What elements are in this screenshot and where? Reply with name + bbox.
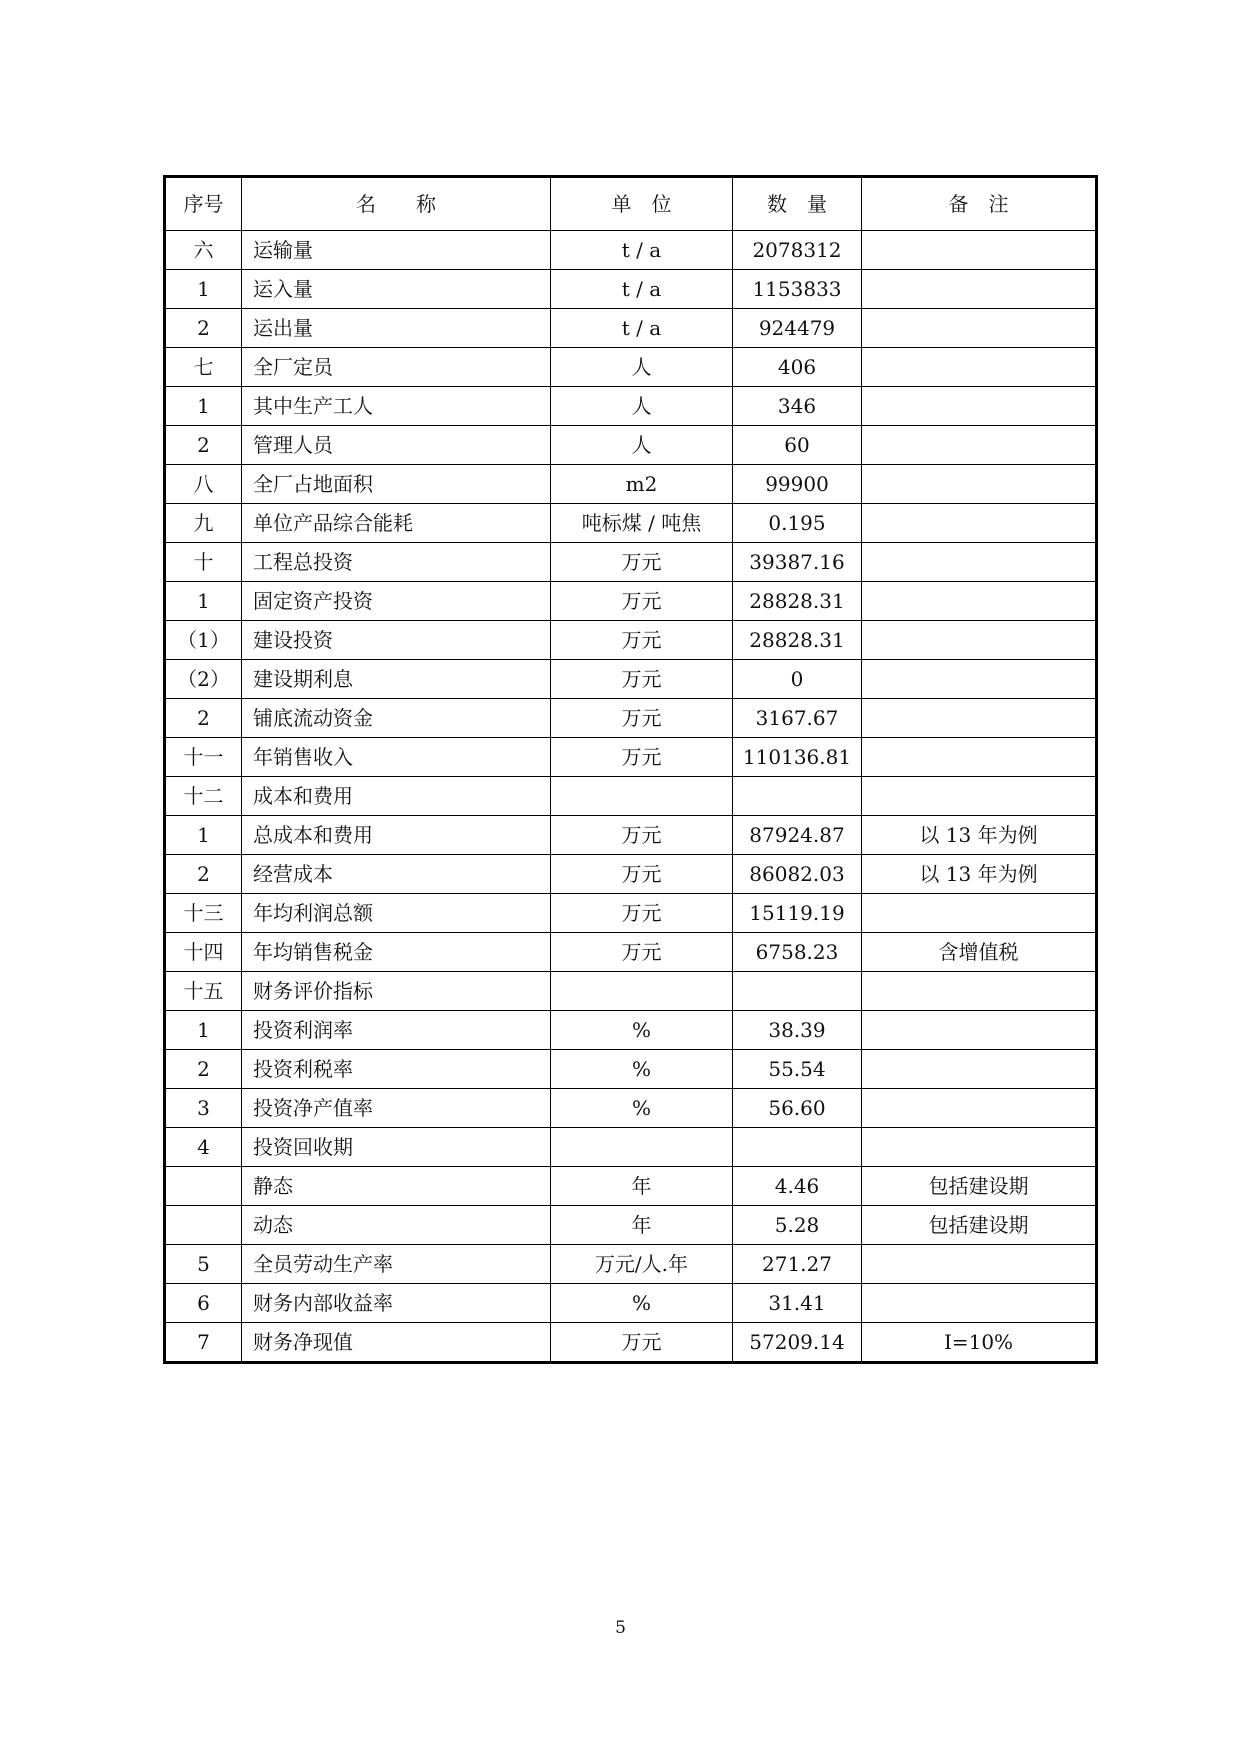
row-no: 2 (165, 309, 242, 348)
row-qty: 110136.81 (733, 738, 862, 777)
row-name: 全厂占地面积 (242, 465, 551, 504)
row-unit: 年 (551, 1167, 733, 1206)
table-row (165, 972, 1097, 1011)
row-name: 工程总投资 (242, 543, 551, 582)
row-name: 全员劳动生产率 (242, 1245, 551, 1284)
row-note (862, 543, 1097, 582)
table-row (165, 699, 1097, 738)
row-note: 以 13 年为例 (862, 816, 1097, 855)
row-no: 1 (165, 387, 242, 426)
row-note: 包括建设期 (862, 1167, 1097, 1206)
row-note (862, 582, 1097, 621)
row-no: 十四 (165, 933, 242, 972)
table-row (165, 894, 1097, 933)
table-row (165, 543, 1097, 582)
row-note (862, 504, 1097, 543)
row-unit: 万元 (551, 894, 733, 933)
row-note (862, 309, 1097, 348)
row-name: 建设期利息 (242, 660, 551, 699)
row-qty: 57209.14 (733, 1323, 862, 1363)
row-no: 2 (165, 855, 242, 894)
row-qty: 4.46 (733, 1167, 862, 1206)
row-note (862, 1089, 1097, 1128)
row-no: 3 (165, 1089, 242, 1128)
row-note (862, 660, 1097, 699)
row-unit: t / a (551, 231, 733, 270)
row-unit: 人 (551, 387, 733, 426)
row-no: 十 (165, 543, 242, 582)
row-qty: 87924.87 (733, 816, 862, 855)
row-qty: 5.28 (733, 1206, 862, 1245)
row-qty: 38.39 (733, 1011, 862, 1050)
row-unit: 万元 (551, 738, 733, 777)
row-qty: 28828.31 (733, 621, 862, 660)
row-unit (551, 972, 733, 1011)
table-row (165, 387, 1097, 426)
row-unit: 万元 (551, 621, 733, 660)
row-name: 财务内部收益率 (242, 1284, 551, 1323)
row-name: 经营成本 (242, 855, 551, 894)
row-name: 静态 (242, 1167, 551, 1206)
row-unit: t / a (551, 309, 733, 348)
row-qty: 31.41 (733, 1284, 862, 1323)
row-qty: 2078312 (733, 231, 862, 270)
row-name: 年均利润总额 (242, 894, 551, 933)
row-name: 投资净产值率 (242, 1089, 551, 1128)
table-row (165, 621, 1097, 660)
row-unit: 吨标煤 / 吨焦 (551, 504, 733, 543)
header-no: 序号 (165, 177, 242, 231)
row-note (862, 1050, 1097, 1089)
row-note: 含增值税 (862, 933, 1097, 972)
row-note (862, 777, 1097, 816)
table-row (165, 348, 1097, 387)
header-unit: 单 位 (551, 177, 733, 231)
row-no: 八 (165, 465, 242, 504)
row-note (862, 348, 1097, 387)
row-note (862, 1245, 1097, 1284)
table-row (165, 933, 1097, 972)
row-unit: 万元 (551, 1323, 733, 1363)
row-name: 年均销售税金 (242, 933, 551, 972)
row-unit: 万元 (551, 933, 733, 972)
row-no: 1 (165, 582, 242, 621)
row-qty: 39387.16 (733, 543, 862, 582)
row-no: 九 (165, 504, 242, 543)
row-note (862, 465, 1097, 504)
row-unit: 万元 (551, 699, 733, 738)
row-unit: 人 (551, 426, 733, 465)
row-name: 财务净现值 (242, 1323, 551, 1363)
table-header-row (165, 177, 1097, 231)
header-note: 备 注 (862, 177, 1097, 231)
row-qty: 6758.23 (733, 933, 862, 972)
row-name: 管理人员 (242, 426, 551, 465)
row-note (862, 270, 1097, 309)
row-unit: m2 (551, 465, 733, 504)
row-no: （2） (165, 660, 242, 699)
table-row (165, 270, 1097, 309)
row-no (165, 1167, 242, 1206)
row-name: 其中生产工人 (242, 387, 551, 426)
row-note: 以 13 年为例 (862, 855, 1097, 894)
row-unit: % (551, 1284, 733, 1323)
table-row (165, 426, 1097, 465)
row-note: I=10% (862, 1323, 1097, 1363)
row-note (862, 231, 1097, 270)
row-name: 单位产品综合能耗 (242, 504, 551, 543)
row-qty: 28828.31 (733, 582, 862, 621)
row-qty: 56.60 (733, 1089, 862, 1128)
row-qty: 0.195 (733, 504, 862, 543)
row-unit: 万元 (551, 816, 733, 855)
row-name: 固定资产投资 (242, 582, 551, 621)
table-row (165, 660, 1097, 699)
row-no: 6 (165, 1284, 242, 1323)
row-qty: 55.54 (733, 1050, 862, 1089)
row-name: 全厂定员 (242, 348, 551, 387)
row-name: 运入量 (242, 270, 551, 309)
table-row (165, 855, 1097, 894)
row-unit: % (551, 1050, 733, 1089)
table-body (165, 231, 1097, 1363)
row-note (862, 972, 1097, 1011)
row-qty (733, 1128, 862, 1167)
row-unit: % (551, 1011, 733, 1050)
row-note (862, 426, 1097, 465)
row-name: 年销售收入 (242, 738, 551, 777)
row-note (862, 1128, 1097, 1167)
row-no: 十一 (165, 738, 242, 777)
row-name: 财务评价指标 (242, 972, 551, 1011)
row-unit: 年 (551, 1206, 733, 1245)
table-row (165, 1323, 1097, 1363)
row-note (862, 387, 1097, 426)
row-unit (551, 1128, 733, 1167)
table-row (165, 231, 1097, 270)
row-no: 七 (165, 348, 242, 387)
row-note (862, 894, 1097, 933)
row-note (862, 699, 1097, 738)
row-qty: 99900 (733, 465, 862, 504)
row-name: 投资利税率 (242, 1050, 551, 1089)
row-no (165, 1206, 242, 1245)
row-no: 2 (165, 1050, 242, 1089)
row-name: 总成本和费用 (242, 816, 551, 855)
row-no: 十五 (165, 972, 242, 1011)
table-row (165, 465, 1097, 504)
table-row (165, 777, 1097, 816)
row-name: 成本和费用 (242, 777, 551, 816)
row-qty (733, 777, 862, 816)
row-name: 运出量 (242, 309, 551, 348)
table-row (165, 504, 1097, 543)
row-name: 运输量 (242, 231, 551, 270)
table-row (165, 738, 1097, 777)
row-name: 建设投资 (242, 621, 551, 660)
row-no: 2 (165, 699, 242, 738)
row-qty: 60 (733, 426, 862, 465)
header-qty: 数 量 (733, 177, 862, 231)
row-unit: 万元 (551, 660, 733, 699)
table-row (165, 1128, 1097, 1167)
row-unit: 万元 (551, 582, 733, 621)
row-qty (733, 972, 862, 1011)
table-row (165, 1206, 1097, 1245)
indicator-table (163, 175, 1098, 1364)
table-row (165, 309, 1097, 348)
table-row (165, 582, 1097, 621)
row-name: 投资利润率 (242, 1011, 551, 1050)
row-note (862, 1284, 1097, 1323)
row-note (862, 1011, 1097, 1050)
row-name: 铺底流动资金 (242, 699, 551, 738)
row-no: 1 (165, 816, 242, 855)
row-note: 包括建设期 (862, 1206, 1097, 1245)
row-no: 1 (165, 1011, 242, 1050)
row-no: 5 (165, 1245, 242, 1284)
row-no: 2 (165, 426, 242, 465)
row-unit: % (551, 1089, 733, 1128)
row-qty: 924479 (733, 309, 862, 348)
row-unit: t / a (551, 270, 733, 309)
row-note (862, 738, 1097, 777)
row-qty: 1153833 (733, 270, 862, 309)
header-name: 名 称 (242, 177, 551, 231)
row-name: 动态 (242, 1206, 551, 1245)
row-unit (551, 777, 733, 816)
table-row (165, 1050, 1097, 1089)
row-no: 4 (165, 1128, 242, 1167)
row-unit: 万元 (551, 855, 733, 894)
row-no: 十三 (165, 894, 242, 933)
row-qty: 271.27 (733, 1245, 862, 1284)
row-qty: 15119.19 (733, 894, 862, 933)
page-number: 5 (615, 1618, 626, 1638)
row-no: 十二 (165, 777, 242, 816)
row-name: 投资回收期 (242, 1128, 551, 1167)
row-qty: 0 (733, 660, 862, 699)
table-row (165, 1089, 1097, 1128)
table-row (165, 1245, 1097, 1284)
row-no: 六 (165, 231, 242, 270)
row-no: 7 (165, 1323, 242, 1363)
table-row (165, 816, 1097, 855)
row-qty: 346 (733, 387, 862, 426)
table-row (165, 1011, 1097, 1050)
row-no: （1） (165, 621, 242, 660)
row-no: 1 (165, 270, 242, 309)
table-row (165, 1284, 1097, 1323)
row-note (862, 621, 1097, 660)
row-qty: 3167.67 (733, 699, 862, 738)
row-unit: 万元/人.年 (551, 1245, 733, 1284)
row-qty: 86082.03 (733, 855, 862, 894)
row-unit: 万元 (551, 543, 733, 582)
row-unit: 人 (551, 348, 733, 387)
row-qty: 406 (733, 348, 862, 387)
table-row (165, 1167, 1097, 1206)
